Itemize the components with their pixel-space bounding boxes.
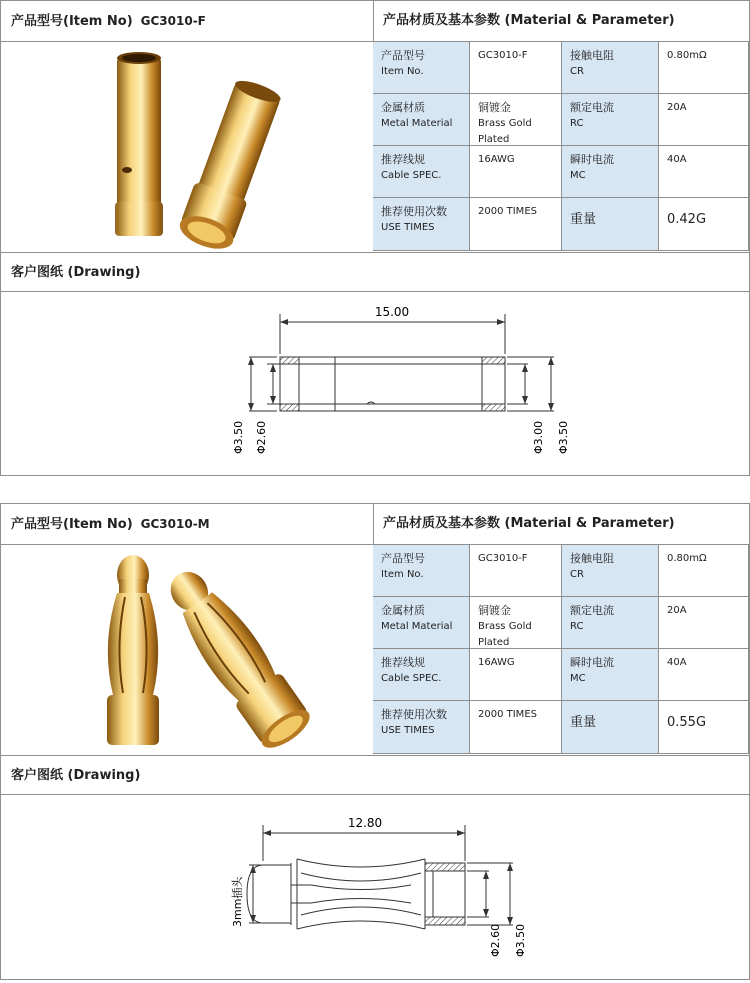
cr-label-zh: 接触电阻 <box>570 552 614 565</box>
dim-plug-label: 3mm插头 <box>231 876 244 927</box>
mc-value: 40A <box>659 146 749 198</box>
metal-value-cell <box>470 597 562 649</box>
female-connector-image <box>1 42 373 251</box>
item-no-label: 产品型号(Item No) <box>11 14 133 29</box>
weight-label: 重量 <box>562 701 659 754</box>
item-no-heading <box>1 504 373 544</box>
item-code: GC3010-M <box>140 517 210 531</box>
item-no-label: 产品型号(Item No) <box>11 517 133 532</box>
cr-label-zh: 接触电阻 <box>570 49 614 62</box>
use-label-en: USE TIMES <box>381 222 435 233</box>
metal-value-zh: 铜镀金 <box>478 604 511 617</box>
dim-left-outer: Φ3.50 <box>232 420 245 454</box>
weight-value: 0.42G <box>659 198 749 251</box>
mc-label-en: MC <box>570 170 586 181</box>
cr-value: 0.80mΩ <box>659 42 749 94</box>
rc-label-en: RC <box>570 118 584 129</box>
metal-label-en: Metal Material <box>381 118 453 129</box>
rc-label-en: RC <box>570 621 584 632</box>
drawing-title: 客户图纸 (Drawing) <box>1 252 749 292</box>
drawing-title: 客户图纸 (Drawing) <box>1 755 749 795</box>
rc-label-cell <box>562 94 659 146</box>
cr-value: 0.80mΩ <box>659 545 749 597</box>
model-label-en: Item No. <box>381 66 424 77</box>
cable-label-cell <box>373 146 470 198</box>
dim-outer: Φ3.50 <box>514 923 527 957</box>
metal-label-cell <box>373 597 470 649</box>
sheet-header <box>1 1 749 42</box>
rc-label-cell <box>562 597 659 649</box>
use-value: 2000 TIMES <box>470 701 562 754</box>
mc-label-zh: 瞬时电流 <box>570 656 614 669</box>
param-table <box>373 42 749 251</box>
dim-inner: Φ2.60 <box>489 923 502 957</box>
product-photo <box>1 42 373 251</box>
female-technical-drawing <box>1 294 749 475</box>
use-label-zh: 推荐使用次数 <box>381 708 447 721</box>
cable-label-zh: 推荐线规 <box>381 153 425 166</box>
cable-label-en: Cable SPEC. <box>381 170 442 181</box>
metal-value-zh: 铜镀金 <box>478 101 511 114</box>
metal-label-en: Metal Material <box>381 621 453 632</box>
use-label-en: USE TIMES <box>381 725 435 736</box>
mc-label-cell <box>562 649 659 701</box>
rc-value: 20A <box>659 597 749 649</box>
rc-label-zh: 额定电流 <box>570 604 614 617</box>
metal-label-cell <box>373 94 470 146</box>
cable-value: 16AWG <box>470 146 562 198</box>
female-drawing <box>1 294 749 475</box>
model-label-cell <box>373 42 470 94</box>
male-drawing <box>1 797 749 979</box>
sheet-header <box>1 504 749 545</box>
use-label-cell <box>373 701 470 754</box>
cr-label-cell <box>562 42 659 94</box>
metal-label-zh: 金属材质 <box>381 101 425 114</box>
cable-value: 16AWG <box>470 649 562 701</box>
mc-label-cell <box>562 146 659 198</box>
product-sheet-male <box>0 503 750 980</box>
male-technical-drawing <box>1 797 749 979</box>
cable-label-cell <box>373 649 470 701</box>
cr-label-en: CR <box>570 569 584 580</box>
item-code: GC3010-F <box>140 14 206 28</box>
model-label-zh: 产品型号 <box>381 552 425 565</box>
dim-length: 15.00 <box>374 305 410 319</box>
metal-label-zh: 金属材质 <box>381 604 425 617</box>
cr-label-en: CR <box>570 66 584 77</box>
mc-label-zh: 瞬时电流 <box>570 153 614 166</box>
cable-label-zh: 推荐线规 <box>381 656 425 669</box>
model-label-zh: 产品型号 <box>381 49 425 62</box>
dim-left-inner: Φ2.60 <box>255 420 268 454</box>
metal-value-en: Brass Gold Plated <box>478 118 532 145</box>
dim-right-inner: Φ3.00 <box>532 420 545 454</box>
metal-value-en: Brass Gold Plated <box>478 621 532 648</box>
male-connector-image <box>1 545 373 754</box>
weight-label: 重量 <box>562 198 659 251</box>
use-label-zh: 推荐使用次数 <box>381 205 447 218</box>
item-no-heading <box>1 1 373 41</box>
dim-right-outer: Φ3.50 <box>557 420 570 454</box>
product-photo <box>1 545 373 754</box>
param-table <box>373 545 749 754</box>
rc-label-zh: 额定电流 <box>570 101 614 114</box>
mc-value: 40A <box>659 649 749 701</box>
rc-value: 20A <box>659 94 749 146</box>
weight-value: 0.55G <box>659 701 749 754</box>
model-label-cell <box>373 545 470 597</box>
cr-label-cell <box>562 545 659 597</box>
param-heading: 产品材质及基本参数 (Material & Parameter) <box>383 516 675 531</box>
use-label-cell <box>373 198 470 251</box>
dim-length: 12.80 <box>347 816 383 830</box>
model-value: GC3010-F <box>470 42 562 94</box>
cable-label-en: Cable SPEC. <box>381 673 442 684</box>
model-label-en: Item No. <box>381 569 424 580</box>
metal-value-cell <box>470 94 562 146</box>
use-value: 2000 TIMES <box>470 198 562 251</box>
product-sheet-female <box>0 0 750 476</box>
model-value: GC3010-F <box>470 545 562 597</box>
mc-label-en: MC <box>570 673 586 684</box>
param-heading: 产品材质及基本参数 (Material & Parameter) <box>383 13 675 28</box>
